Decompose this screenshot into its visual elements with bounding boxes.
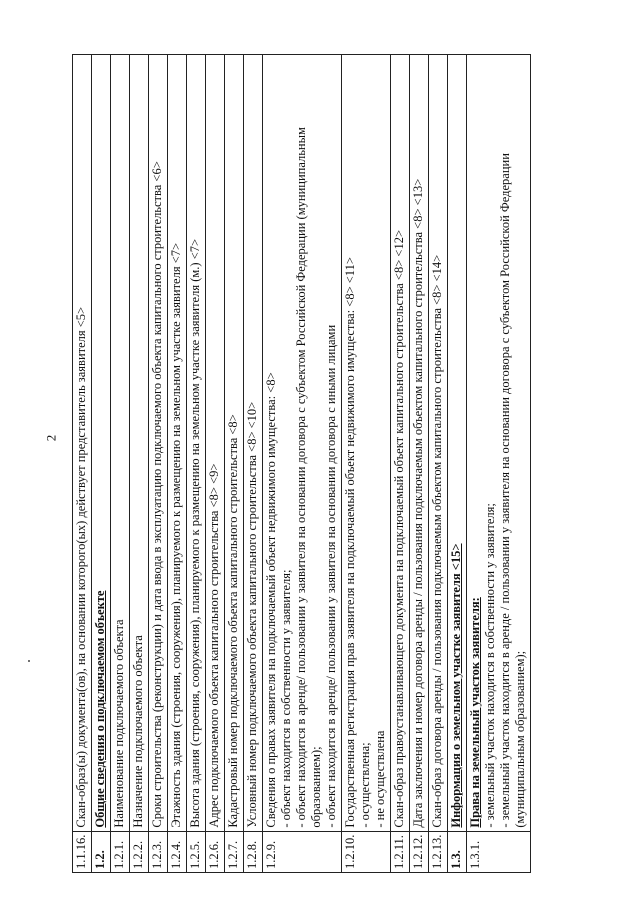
row-number: 1.2.4. [168,831,187,872]
table-row [244,55,263,873]
row-text: Скан-образ договора аренды / пользования подключаемым объектом капитального строительства <8> <14> [429,55,448,832]
row-number: 1.2.1. [111,831,130,872]
row-text: Назначение подключаемого объекта [130,55,149,832]
table-row [149,55,168,873]
row-number: 1.3.1. [467,831,531,872]
scan-speck [28,660,30,662]
row-number: 1.2.6. [206,831,225,872]
row-text: Кадастровый номер подключаемого объекта капитального строительства <8> [225,55,244,832]
row-text: Этажность здания (строения, сооружения), планируемого к размещению на земельном участке заявителя <7> [168,55,187,832]
row-number: 1.2.5. [187,831,206,872]
row-number: 1.3. [448,831,467,872]
row-text: Скан-образ(ы) документа(ов), на основании которого(ых) действует представитель заявителя <5> [73,55,92,832]
row-text [263,55,342,832]
table-row [391,55,410,873]
row-text: Условный номер подключаемого объекта капитального строительства <8> <10> [244,55,263,832]
row-text-line: Государственная регистрация прав заявителя на подключаемый объект недвижимого имущества: <8> <11> [343,257,357,828]
table-row [342,55,391,873]
row-text: Скан-образ правоустанавливающего документа на подключаемый объект капитального строительства <8> <12> [391,55,410,832]
document-table [72,54,531,873]
row-number: 1.2.11. [391,831,410,872]
row-number: 1.2.13. [429,831,448,872]
row-text-line: Права на земельный участок заявителя: [468,597,482,828]
table-row [187,55,206,873]
row-number: 1.2.10. [342,831,391,872]
row-number: 1.2.8. [244,831,263,872]
row-text [342,55,391,832]
row-number: 1.2.3. [149,831,168,872]
row-text: Высота здания (строения, сооружения), планируемого к размещению на земельном участке заявителя (м.) <7> [187,55,206,832]
table-row [130,55,149,873]
row-text: Общие сведения о подключаемом объекте [92,55,111,832]
row-text-line: - объект находится в собственности у заявителя; [279,569,293,828]
row-text: Адрес подключаемого объекта капитального строительства <8> <9> [206,55,225,832]
row-number: 1.2. [92,831,111,872]
row-text: Сроки строительства (реконструкции) и дата ввода в эксплуатацию подключаемого объекта капитального строительства <6> [149,55,168,832]
row-number: 1.1.16. [73,831,92,872]
row-text-line: - объект находится в аренде/ пользовании у заявителя на основании договора с иными лицами [324,324,338,828]
table-row [111,55,130,873]
row-text-line: - земельный участок находится в аренде / пользовании у заявителя на основании договора с субъектом Российской Федерации (муниципальным образованием); [498,153,527,828]
table-row [206,55,225,873]
row-text-line: Сведения о правах заявителя на подключаемый объект недвижимого имущества: <8> [264,372,278,828]
rotated-page-content [72,54,580,873]
page-number: 2 [43,434,59,442]
row-number: 1.2.2. [130,831,149,872]
table-row [263,55,342,873]
row-text-line: - не осуществлена [373,730,387,828]
document-table-body [73,55,531,873]
row-text: Дата заключения и номер договора аренды / пользования подключаемым объектом капитального строительства <8> <13> [410,55,429,832]
row-text: Информация о земельном участке заявителя <15> [448,55,467,832]
row-number: 1.2.9. [263,831,342,872]
table-row [429,55,448,873]
row-text-line: - земельный участок находится в собственности у заявителя; [483,503,497,828]
table-row [92,55,111,873]
row-number: 1.2.12. [410,831,429,872]
table-row [225,55,244,873]
row-text-line: - объект находится в аренде/ пользовании у заявителя на основании договора с субъектом Российской Федерации (муниципальным образованием); [294,127,323,828]
table-row [168,55,187,873]
table-row [448,55,467,873]
table-row [467,55,531,873]
row-text: Наименование подключаемого объекта [111,55,130,832]
table-row [410,55,429,873]
row-number: 1.2.7. [225,831,244,872]
row-text [467,55,531,832]
row-text-line: - осуществлена; [358,742,372,828]
table-row [73,55,92,873]
